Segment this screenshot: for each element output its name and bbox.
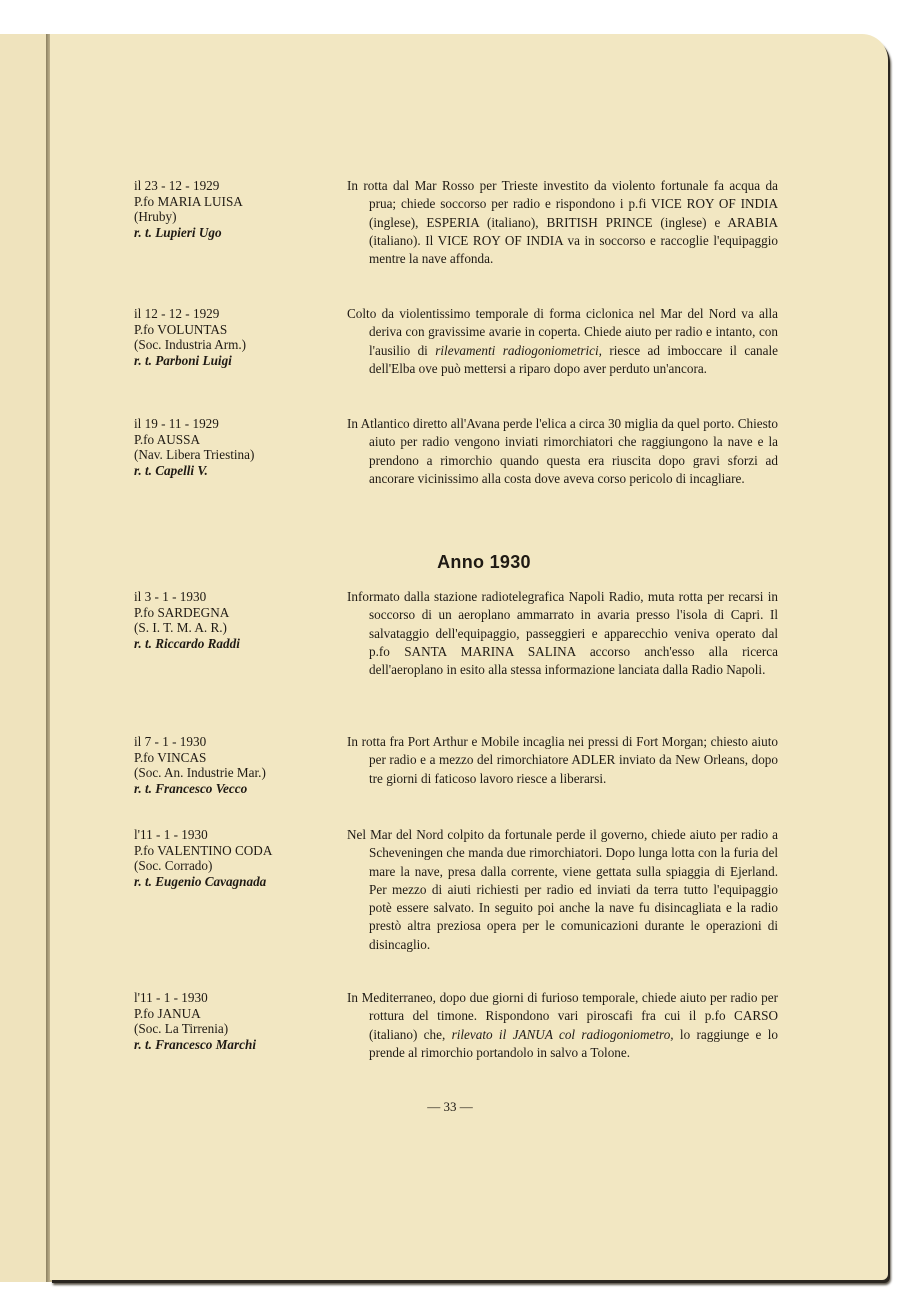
entry-meta bbox=[134, 990, 339, 1052]
entry-text bbox=[347, 588, 778, 679]
entry-operator: r. t. Francesco Vecco bbox=[134, 780, 248, 796]
entry-text bbox=[347, 989, 778, 1062]
entry-description: Informato dalla stazione radiotelegrafica Napoli Radio, muta rotta per recarsi in soccorso di un aeroplano ammarrato in avaria presso l'isola di Capri. Il salvataggio dell'equipaggio, passeggieri e apparecchio veniva operato dal p.fo SANTA MARINA SALINA accorso anch'esso alla ricerca dell'aeroplano in esito alla stessa informazione lanciata dalla Radio Napoli. bbox=[347, 589, 778, 678]
entry-text bbox=[347, 415, 778, 488]
entry-text bbox=[347, 177, 778, 268]
entry-owner: (S. I. T. M. A. R.) bbox=[134, 620, 227, 636]
entry-date: il 23 - 12 - 1929 bbox=[134, 178, 220, 193]
entry-description: In rotta fra Port Arthur e Mobile incaglia nei pressi di Fort Morgan; chiesto aiuto per radio e a mezzo del rimorchiatore ADLER inviato da New Orleans, dopo tre giorni di faticoso lavoro riesce a liberarsi. bbox=[347, 734, 778, 786]
entry-operator: r. t. Parboni Luigi bbox=[134, 352, 232, 368]
entry-owner: (Soc. Industria Arm.) bbox=[134, 337, 247, 353]
entry-owner: (Soc. La Tirrenia) bbox=[134, 1021, 229, 1037]
entry-meta bbox=[134, 306, 339, 368]
entry-text bbox=[347, 733, 778, 788]
entry-date: il 3 - 1 - 1930 bbox=[134, 589, 207, 604]
entry-description: Nel Mar del Nord colpito da fortunale perde il governo, chiede aiuto per radio a Scheveningen che manda due rimorchiatori. Dopo lunga lotta con la furia del mare la nave, presa dalla corrente, viene gettata sulla spiaggia di Ejerland. Per mezzo di aiuti richiesti per radio ed inviati da terra tutto l'equipaggio potè essere salvato. In seguito poi anche la nave fu disincagliata e la radio prestò altra preziosa opera per le comunicazioni durante le operazioni di disincaglio. bbox=[347, 827, 778, 952]
entry-operator: r. t. Eugenio Cavagnada bbox=[134, 873, 267, 889]
entry-description-italic: rilevato il JANUA col radiogoniometro, bbox=[451, 1026, 674, 1042]
entry-meta bbox=[134, 734, 339, 796]
entry-owner: (Soc. Corrado) bbox=[134, 858, 213, 874]
entry-description-start: Colto da violentissimo temporale di forma ciclonica nel Mar del Nord va alla deriva con gravissime avarie in coperta. Chiede aiuto per radio e intanto, con l'ausilio di bbox=[347, 306, 778, 358]
section-title: Anno 1930 bbox=[437, 552, 531, 572]
entry-description: In Atlantico diretto all'Avana perde l'elica a circa 30 miglia da quel porto. Chiesto aiuto per radio vengono inviati rimorchiatori che raggiungono la nave e la prendono a rimorchio quando questa era riuscita dopo gravi sforzi ad ancorare vicinissimo alla costa dove aveva corso pericolo di incagliare. bbox=[347, 416, 778, 486]
entry-owner: (Hruby) bbox=[134, 209, 177, 225]
entry-operator: r. t. Capelli V. bbox=[134, 462, 208, 478]
entry-date: il 12 - 12 - 1929 bbox=[134, 306, 220, 321]
entry-meta bbox=[134, 827, 339, 889]
entry-operator: r. t. Francesco Marchi bbox=[134, 1036, 256, 1052]
entry-text bbox=[347, 305, 778, 378]
entry-date: l'11 - 1 - 1930 bbox=[134, 990, 208, 1005]
entry-date: il 7 - 1 - 1930 bbox=[134, 734, 207, 749]
entry-meta bbox=[134, 589, 339, 651]
entry-text bbox=[347, 826, 778, 954]
entry-operator: r. t. Lupieri Ugo bbox=[134, 224, 222, 240]
entry-ship: P.fo MARIA LUISA bbox=[134, 193, 243, 209]
previous-page-edge bbox=[0, 34, 49, 1282]
entry-ship: P.fo JANUA bbox=[134, 1005, 201, 1021]
entry-date: l'11 - 1 - 1930 bbox=[134, 827, 208, 842]
entry-ship: P.fo VALENTINO CODA bbox=[134, 842, 273, 858]
entry-operator: r. t. Riccardo Raddi bbox=[134, 635, 240, 651]
entry-description-end: lo raggiunge e lo prende al rimorchio portandolo in salvo a Tolone. bbox=[369, 1026, 778, 1060]
entry-ship: P.fo AUSSA bbox=[134, 431, 200, 447]
page-number: — 33 — bbox=[427, 1099, 473, 1114]
entry-description-start: In Mediterraneo, dopo due giorni di furioso temporale, chiede aiuto per radio per rottura del timone. Rispondono vari piroscafi fra cui il p.fo CARSO (italiano) che, bbox=[347, 990, 778, 1042]
entry-owner: (Nav. Libera Triestina) bbox=[134, 447, 255, 463]
entry-date: il 19 - 11 - 1929 bbox=[134, 416, 219, 431]
document-page bbox=[50, 34, 888, 1280]
entry-description: In rotta dal Mar Rosso per Trieste investito da violento fortunale fa acqua da prua; chiede soccorso per radio e rispondono i p.fi VICE ROY OF INDIA (inglese), ESPERIA (italiano), BRITISH PRINCE (inglese) e ARABIA (italiano). Il VICE ROY OF INDIA va in soccorso e raccoglie l'equipaggio mentre la nave affonda. bbox=[347, 178, 778, 267]
entry-description-end: riesce ad imboccare il canale dell'Elba ove può mettersi a riparo dopo aver perduto un'ancora. bbox=[369, 342, 779, 376]
entry-ship: P.fo VINCAS bbox=[134, 749, 207, 765]
entry-meta bbox=[134, 178, 339, 240]
entry-owner: (Soc. An. Industrie Mar.) bbox=[134, 765, 266, 781]
entry-ship: P.fo VOLUNTAS bbox=[134, 321, 228, 337]
entry-description-italic: rilevamenti radiogoniometrici, bbox=[435, 342, 602, 358]
entry-meta bbox=[134, 416, 339, 478]
entry-ship: P.fo SARDEGNA bbox=[134, 604, 230, 620]
